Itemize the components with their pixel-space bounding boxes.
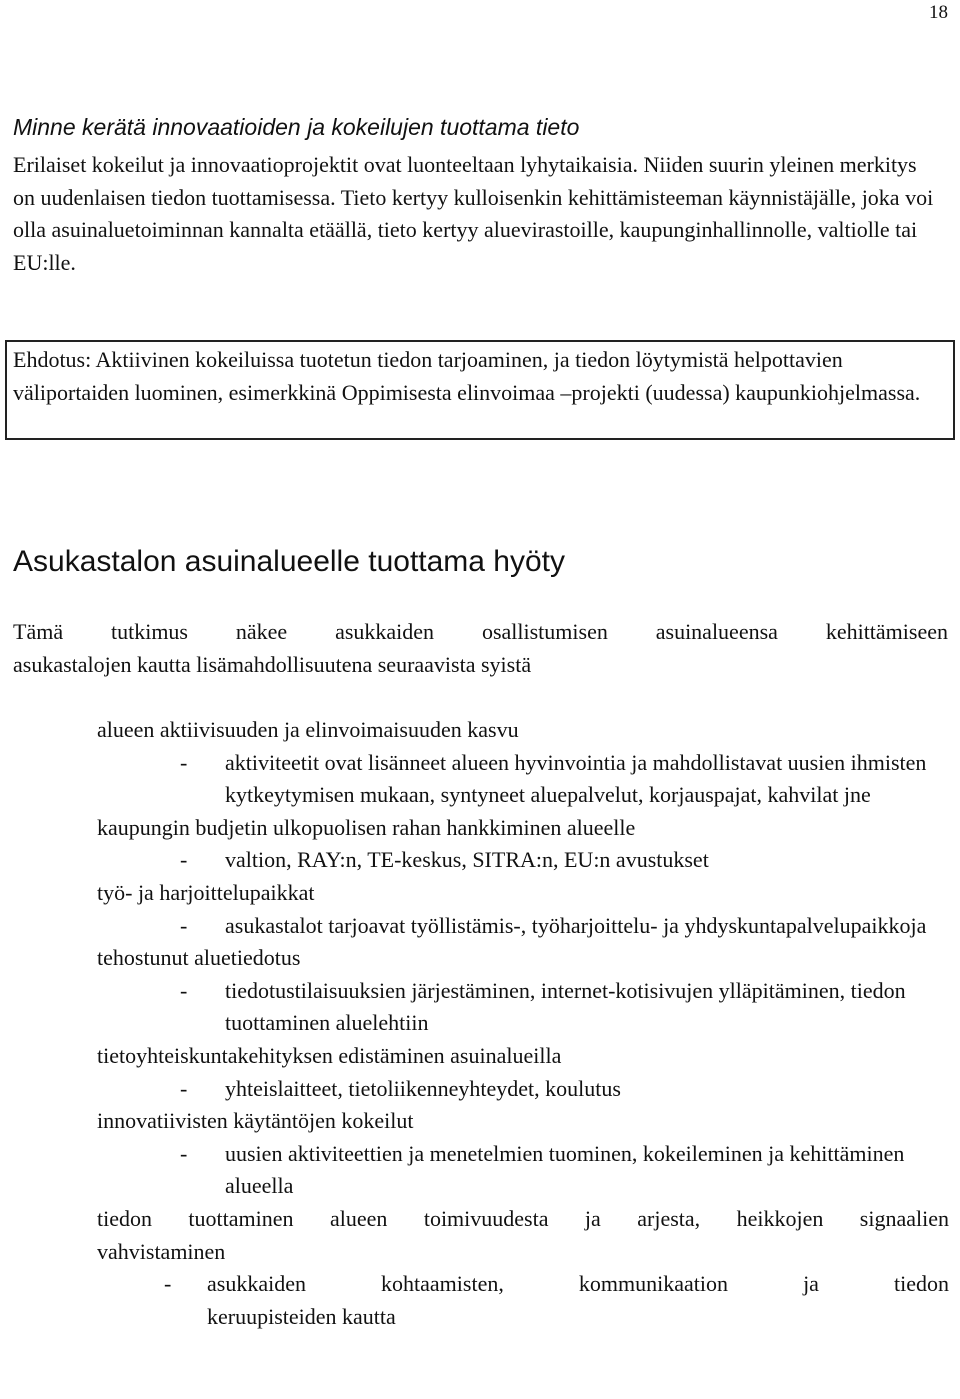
benefit-detail — [97, 1138, 949, 1203]
list-item — [97, 1203, 949, 1333]
benefit-detail-text: tiedotustilaisuuksien järjestäminen, internet-kotisivujen ylläpitäminen, tiedon tuottaminen aluelehtiin — [225, 977, 906, 1036]
benefit-title: tiedon tuottaminen alueen toimivuudesta ja arjesta, heikkojen signaalien — [97, 1205, 949, 1231]
dash-bullet: - — [180, 977, 188, 1003]
list-item — [97, 942, 949, 1040]
benefit-list — [97, 714, 949, 1333]
section-heading: Asukastalon asuinalueelle tuottama hyöty — [13, 545, 566, 578]
dash-bullet: - — [180, 749, 188, 775]
benefit-detail-text: yhteislaitteet, tietoliikenneyhteydet, koulutus — [225, 1075, 621, 1101]
benefit-detail — [97, 910, 949, 943]
lead-line-2: asukastalojen kautta lisämahdollisuutena seuraavista syistä — [13, 651, 532, 677]
benefit-detail — [97, 844, 949, 877]
benefit-detail-text: asukastalot tarjoavat työllistämis-, työharjoittelu- ja yhdyskuntapalvelupaikkoja — [225, 912, 927, 938]
dash-bullet: - — [180, 847, 188, 873]
page-number: 18 — [929, 2, 948, 23]
list-item — [97, 1040, 949, 1105]
list-item — [97, 1105, 949, 1203]
benefit-detail-text: uusien aktiviteettien ja menetelmien tuominen, kokeileminen ja kehittäminen alueella — [225, 1140, 905, 1199]
benefit-title: tehostunut aluetiedotus — [97, 945, 301, 971]
proposal-paragraph: Ehdotus: Aktiivinen kokeiluissa tuotetun tiedon tarjoaminen, ja tiedon löytymistä helpottavien väliportaiden luominen, esimerkkinä Oppimisesta elinvoimaa –projekti (uudessa) kaupunkiohjelmassa. — [13, 347, 921, 405]
benefit-detail — [97, 975, 949, 1040]
dash-bullet: - — [164, 1271, 172, 1297]
benefit-title: työ- ja harjoittelupaikkat — [97, 879, 315, 905]
benefit-detail — [97, 1073, 949, 1106]
dash-bullet: - — [180, 1140, 188, 1166]
benefit-title: alueen aktiivisuuden ja elinvoimaisuuden kasvu — [97, 717, 519, 742]
list-item — [97, 714, 949, 812]
intro-paragraph: Erilaiset kokeilut ja innovaatioprojektit ovat luonteeltaan lyhytaikaisia. Niiden suurin yleinen merkitys on uudenlaisen tiedon tuottamisessa. Tieto kertyy kulloisenkin kehittämisteeman käynnistäjälle, joka voi olla asuinaluetoiminnan kannalta etäällä, tieto kertyy aluevirastoille, kaupunginhallinnolle, valtiolle tai EU:lle. — [13, 152, 934, 275]
benefit-detail — [97, 1268, 949, 1333]
benefit-detail-line-2: keruupisteiden kautta — [207, 1303, 396, 1329]
lead-paragraph — [13, 616, 948, 681]
benefit-detail — [97, 747, 949, 812]
benefit-title: tietoyhteiskuntakehityksen edistäminen asuinalueilla — [97, 1042, 562, 1068]
list-item — [97, 812, 949, 877]
subheading: Minne kerätä innovaatioiden ja kokeilujen tuottama tieto — [13, 114, 580, 140]
benefit-title: innovatiivisten käytäntöjen kokeilut — [97, 1108, 414, 1134]
benefit-detail-text: aktiviteetit ovat lisänneet alueen hyvinvointia ja mahdollistavat uusien ihmisten kytkeytymisen mukaan, syntyneet aluepalvelut, korjauspajat, kahvilat jne — [225, 749, 927, 808]
list-item — [97, 877, 949, 942]
benefit-title-continuation: vahvistaminen — [97, 1238, 226, 1264]
benefit-detail-text: valtion, RAY:n, TE-keskus, SITRA:n, EU:n avustukset — [225, 847, 709, 873]
benefit-title: kaupungin budjetin ulkopuolisen rahan hankkiminen alueelle — [97, 814, 636, 840]
benefit-detail-text — [207, 1268, 949, 1333]
benefit-detail-line-1: asukkaiden kohtaamisten, kommunikaation ja tiedon — [207, 1271, 949, 1297]
lead-line-1: Tämä tutkimus näkee asukkaiden osallistumisen asuinalueensa kehittämiseen — [13, 619, 948, 644]
dash-bullet: - — [180, 1075, 188, 1101]
dash-bullet: - — [180, 912, 188, 938]
